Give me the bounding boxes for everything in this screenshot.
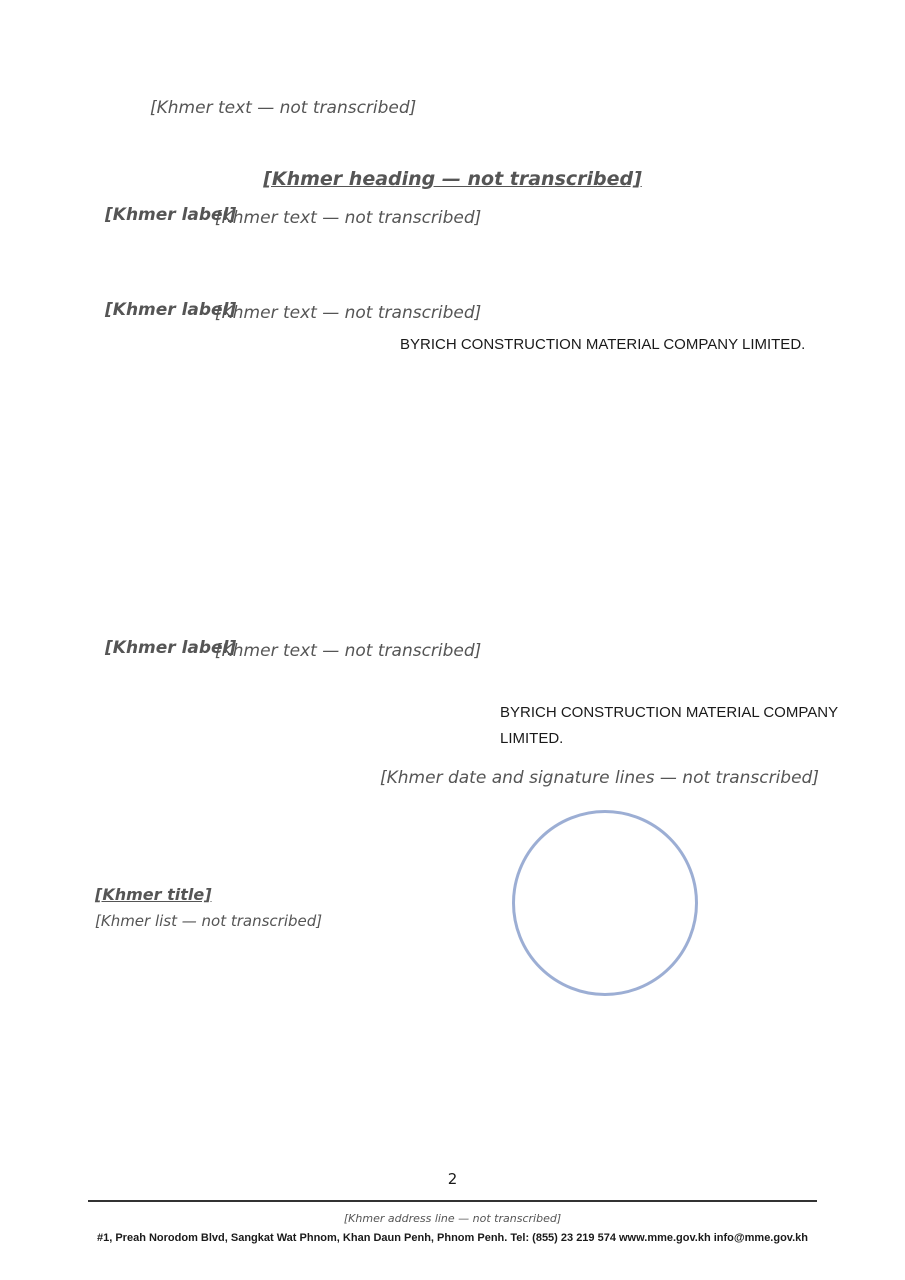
article-2-body: [Khmer text — not transcribed] <box>215 303 482 323</box>
cc-list: [Khmer list — not transcribed] <box>95 912 323 930</box>
article-3-company-name: BYRICH CONSTRUCTION MATERIAL COMPANY LIMITED. <box>500 704 838 747</box>
article-3-body: [Khmer text — not transcribed] <box>215 641 482 661</box>
article-3-label: [Khmer label] <box>105 638 237 658</box>
footer-latin-address: #1, Preah Norodom Blvd, Sangkat Wat Phnom, Khan Daun Penh, Phnom Penh. Tel: (855) 23 219 574 www.mme.gov.kh info@mme.gov.kh <box>97 1232 808 1244</box>
preamble-text: [Khmer text — not transcribed] <box>150 98 417 118</box>
decision-heading: [Khmer heading — not transcribed] <box>263 168 642 190</box>
article-1-body: [Khmer text — not transcribed] <box>215 208 482 228</box>
date-signature-block: [Khmer date and signature lines — not transcribed] <box>380 768 819 788</box>
article-2-label: [Khmer label] <box>105 300 237 320</box>
cc-title: [Khmer title] <box>95 885 212 904</box>
page-number: 2 <box>447 1170 458 1188</box>
official-seal <box>512 810 698 996</box>
footer-khmer-address: [Khmer address line — not transcribed] <box>343 1212 562 1225</box>
footer-divider <box>88 1200 817 1202</box>
article-2-company-name: BYRICH CONSTRUCTION MATERIAL COMPANY LIMITED. <box>400 336 806 353</box>
article-1-label: [Khmer label] <box>105 205 237 225</box>
